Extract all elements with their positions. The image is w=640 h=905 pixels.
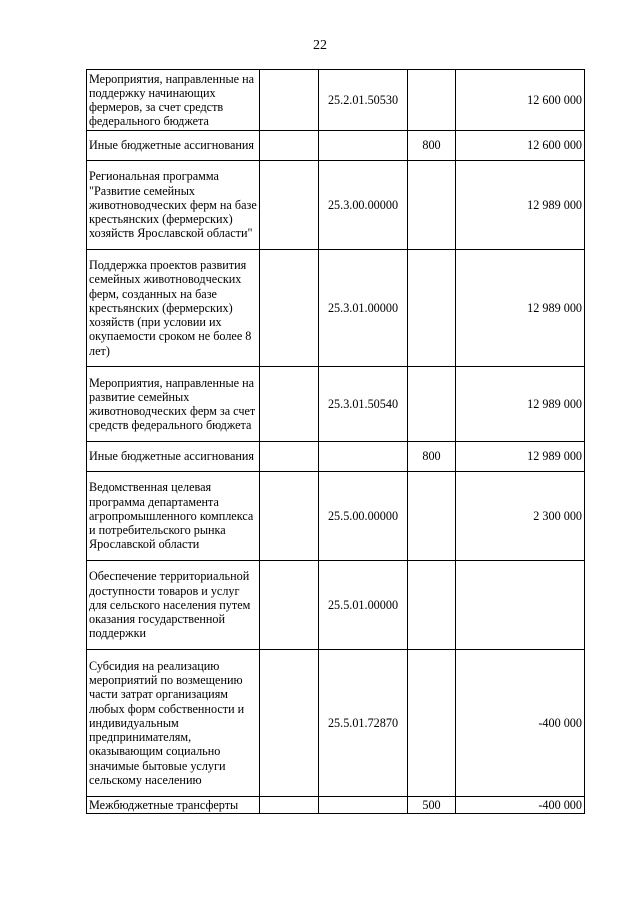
- row-subcode: [260, 797, 319, 814]
- row-code: 25.2.01.50530: [319, 70, 408, 131]
- row-sum: 12 989 000: [456, 161, 585, 250]
- table-row: [87, 561, 585, 650]
- row-subcode: [260, 161, 319, 250]
- budget-table: [86, 69, 585, 814]
- row-code: 25.5.01.72870: [319, 650, 408, 797]
- row-code: 25.5.01.00000: [319, 561, 408, 650]
- row-type: [408, 561, 456, 650]
- row-type: [408, 250, 456, 367]
- row-name: Иные бюджетные ассигнования: [87, 442, 260, 472]
- row-subcode: [260, 442, 319, 472]
- table-row: [87, 70, 585, 131]
- table-row: [87, 250, 585, 367]
- row-name: Межбюджетные трансферты: [87, 797, 260, 814]
- table-row: [87, 131, 585, 161]
- page-number: 22: [313, 38, 327, 53]
- row-sum: 12 989 000: [456, 250, 585, 367]
- row-type: [408, 367, 456, 442]
- table-row: [87, 650, 585, 797]
- row-subcode: [260, 367, 319, 442]
- row-sum: [456, 561, 585, 650]
- row-subcode: [260, 472, 319, 561]
- row-code: 25.3.01.50540: [319, 367, 408, 442]
- row-sum: -400 000: [456, 797, 585, 814]
- row-subcode: [260, 250, 319, 367]
- row-name: Региональная программа "Развитие семейных животноводческих ферм на базе крестьянских (фермерских) хозяйств Ярославской области": [87, 161, 260, 250]
- row-subcode: [260, 650, 319, 797]
- row-type: [408, 472, 456, 561]
- table-row: [87, 367, 585, 442]
- row-name: Ведомственная целевая программа департамента агропромышленного комплекса и потребительского рынка Ярославской области: [87, 472, 260, 561]
- table-row: [87, 472, 585, 561]
- row-code: 25.5.00.00000: [319, 472, 408, 561]
- row-code: 25.3.00.00000: [319, 161, 408, 250]
- row-code: 25.3.01.00000: [319, 250, 408, 367]
- row-type: 800: [408, 131, 456, 161]
- row-sum: 12 989 000: [456, 442, 585, 472]
- table-row: [87, 442, 585, 472]
- row-type: 800: [408, 442, 456, 472]
- row-name: Обеспечение территориальной доступности товаров и услуг для сельского населения путем оказания государственной поддержки: [87, 561, 260, 650]
- row-name: Иные бюджетные ассигнования: [87, 131, 260, 161]
- row-sum: -400 000: [456, 650, 585, 797]
- row-name: Поддержка проектов развития семейных животноводческих ферм, созданных на базе крестьянских (фермерских) хозяйств (при условии их окупаемости сроком не более 8 лет): [87, 250, 260, 367]
- row-type: [408, 650, 456, 797]
- row-type: 500: [408, 797, 456, 814]
- row-sum: 12 600 000: [456, 131, 585, 161]
- row-sum: 12 989 000: [456, 367, 585, 442]
- row-code: [319, 442, 408, 472]
- row-sum: 2 300 000: [456, 472, 585, 561]
- row-name: Мероприятия, направленные на развитие семейных животноводческих ферм за счет средств федерального бюджета: [87, 367, 260, 442]
- row-name: Мероприятия, направленные на поддержку начинающих фермеров, за счет средств федерального бюджета: [87, 70, 260, 131]
- row-type: [408, 70, 456, 131]
- row-subcode: [260, 70, 319, 131]
- table-row: [87, 797, 585, 814]
- row-code: [319, 131, 408, 161]
- row-sum: 12 600 000: [456, 70, 585, 131]
- row-name: Субсидия на реализацию мероприятий по возмещению части затрат организациям любых форм собственности и индивидуальным предпринимателям, оказывающим социально значимые бытовые услуги сельскому населению: [87, 650, 260, 797]
- row-code: [319, 797, 408, 814]
- row-subcode: [260, 131, 319, 161]
- table-row: [87, 161, 585, 250]
- row-subcode: [260, 561, 319, 650]
- row-type: [408, 161, 456, 250]
